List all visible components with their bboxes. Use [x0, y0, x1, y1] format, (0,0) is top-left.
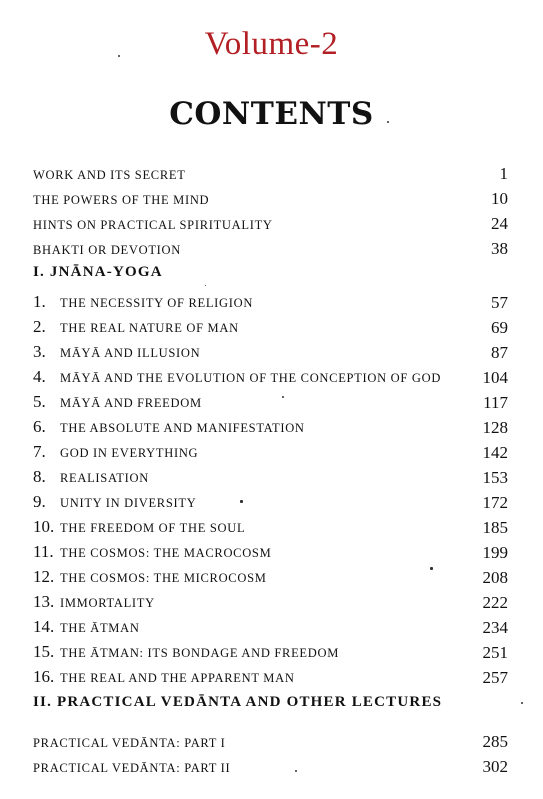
toc-entry-title: BHAKTI OR DEVOTION: [33, 243, 182, 257]
toc-entry-page: 38: [491, 239, 508, 258]
contents-title: CONTENTS: [169, 96, 374, 132]
toc-entry-title: GOD IN EVERYTHING: [60, 446, 199, 460]
toc-entry-title: WORK AND ITS SECRET: [33, 168, 186, 182]
toc-entry-number: 2.: [33, 317, 46, 336]
toc-entry-number: 4.: [33, 367, 46, 386]
toc-entry: [33, 290, 508, 314]
scan-speck: [282, 396, 284, 398]
section-heading-jnana-yoga: I. JNĀNA-YOGA: [33, 264, 163, 280]
toc-entry-number: 6.: [33, 417, 46, 436]
toc-entry: [33, 211, 508, 235]
toc-entry-title: THE ABSOLUTE AND MANIFESTATION: [60, 421, 305, 435]
scan-speck: [521, 702, 523, 704]
toc-entry-number: 12.: [33, 567, 55, 586]
toc-entry-number: 1.: [33, 292, 46, 311]
toc-entry-title: IMMORTALITY: [60, 596, 155, 610]
toc-entry: [33, 615, 508, 639]
toc-entry-number: 14.: [33, 617, 55, 636]
toc-entry-page: 87: [491, 343, 508, 362]
toc-entry: [33, 161, 508, 185]
toc-entry-number: 13.: [33, 592, 55, 611]
toc-entry: [33, 565, 508, 589]
toc-entry-title: REALISATION: [60, 471, 149, 485]
toc-entry-page: 222: [482, 593, 508, 612]
toc-entry: [33, 315, 508, 339]
toc-entry-page: 104: [482, 368, 508, 387]
toc-entry-page: 69: [491, 318, 508, 337]
toc-entry-title: PRACTICAL VEDĀNTA: PART II: [33, 761, 231, 775]
toc-entry-page: 1: [499, 164, 508, 183]
toc-entry-number: 5.: [33, 392, 46, 411]
toc-entry-title: THE REAL AND THE APPARENT MAN: [60, 671, 295, 685]
toc-entry: [33, 754, 508, 778]
toc-entry-page: 302: [482, 757, 508, 776]
section-heading-practical-vedanta: II. PRACTICAL VEDĀNTA AND OTHER LECTURES: [33, 694, 443, 710]
toc-entry-number: 16.: [33, 667, 55, 686]
volume-heading: Volume-2: [204, 26, 339, 62]
toc-entry-title: MĀYĀ AND FREEDOM: [60, 396, 202, 410]
toc-entry: [33, 365, 508, 389]
toc-entry: [33, 390, 508, 414]
toc-entry-number: 8.: [33, 467, 46, 486]
toc-entry-page: 128: [482, 418, 508, 437]
toc-entry: [33, 540, 508, 564]
toc-entry-number: 3.: [33, 342, 46, 361]
toc-entry-number: 9.: [33, 492, 46, 511]
toc-entry-title: THE FREEDOM OF THE SOUL: [60, 521, 246, 535]
toc-entry-page: 234: [482, 618, 508, 637]
scan-speck: [295, 770, 297, 772]
toc-entry-title: THE COSMOS: THE MACROCOSM: [60, 546, 272, 560]
toc-entry: [33, 515, 508, 539]
toc-entry-title: THE POWERS OF THE MIND: [33, 193, 210, 207]
toc-entry: [33, 186, 508, 210]
toc-entry: [33, 640, 508, 664]
toc-entry-title: THE NECESSITY OF RELIGION: [60, 296, 254, 310]
toc-entry-title: PRACTICAL VEDĀNTA: PART I: [33, 736, 226, 750]
toc-entry-title: UNITY IN DIVERSITY: [60, 496, 197, 510]
scan-speck: [205, 285, 206, 286]
toc-entry-page: 199: [482, 543, 508, 562]
toc-entry-page: 251: [482, 643, 508, 662]
toc-entry-page: 208: [482, 568, 508, 587]
toc-entry-page: 185: [482, 518, 508, 537]
toc-entry: [33, 590, 508, 614]
toc-entry-title: THE ĀTMAN: ITS BONDAGE AND FREEDOM: [60, 646, 340, 660]
toc-entry-title: THE ĀTMAN: [60, 621, 140, 635]
toc-entry: [33, 665, 508, 689]
toc-entry-page: 117: [483, 393, 508, 412]
toc-entry-page: 24: [491, 214, 508, 233]
toc-entry-page: 10: [491, 189, 508, 208]
toc-entry-number: 11.: [33, 542, 54, 561]
toc-entry: [33, 415, 508, 439]
toc-entry-title: THE COSMOS: THE MICROCOSM: [60, 571, 267, 585]
toc-entry: [33, 729, 508, 753]
toc-entry-title: MĀYĀ AND THE EVOLUTION OF THE CONCEPTION OF GOD: [60, 371, 442, 385]
scan-speck: [387, 121, 389, 123]
toc-entry-page: 57: [491, 293, 508, 312]
toc-entry-page: 172: [482, 493, 508, 512]
toc-entry-page: 153: [482, 468, 508, 487]
toc-entry: [33, 340, 508, 364]
scan-speck: [240, 500, 243, 503]
toc-entry: [33, 236, 508, 260]
toc-entry: [33, 490, 508, 514]
toc-entry-title: THE REAL NATURE OF MAN: [60, 321, 239, 335]
scan-speck: [430, 567, 433, 570]
toc-entry: [33, 440, 508, 464]
toc-entry-number: 7.: [33, 442, 46, 461]
toc-entry-page: 285: [482, 732, 508, 751]
toc-entry-title: MĀYĀ AND ILLUSION: [60, 346, 201, 360]
toc-entry: [33, 465, 508, 489]
toc-entry-page: 257: [482, 668, 508, 687]
toc-entry-page: 142: [482, 443, 508, 462]
toc-entry-number: 15.: [33, 642, 55, 661]
scan-speck: [118, 55, 120, 57]
toc-entry-title: HINTS ON PRACTICAL SPIRITUALITY: [33, 218, 273, 232]
toc-entry-number: 10.: [33, 517, 55, 536]
